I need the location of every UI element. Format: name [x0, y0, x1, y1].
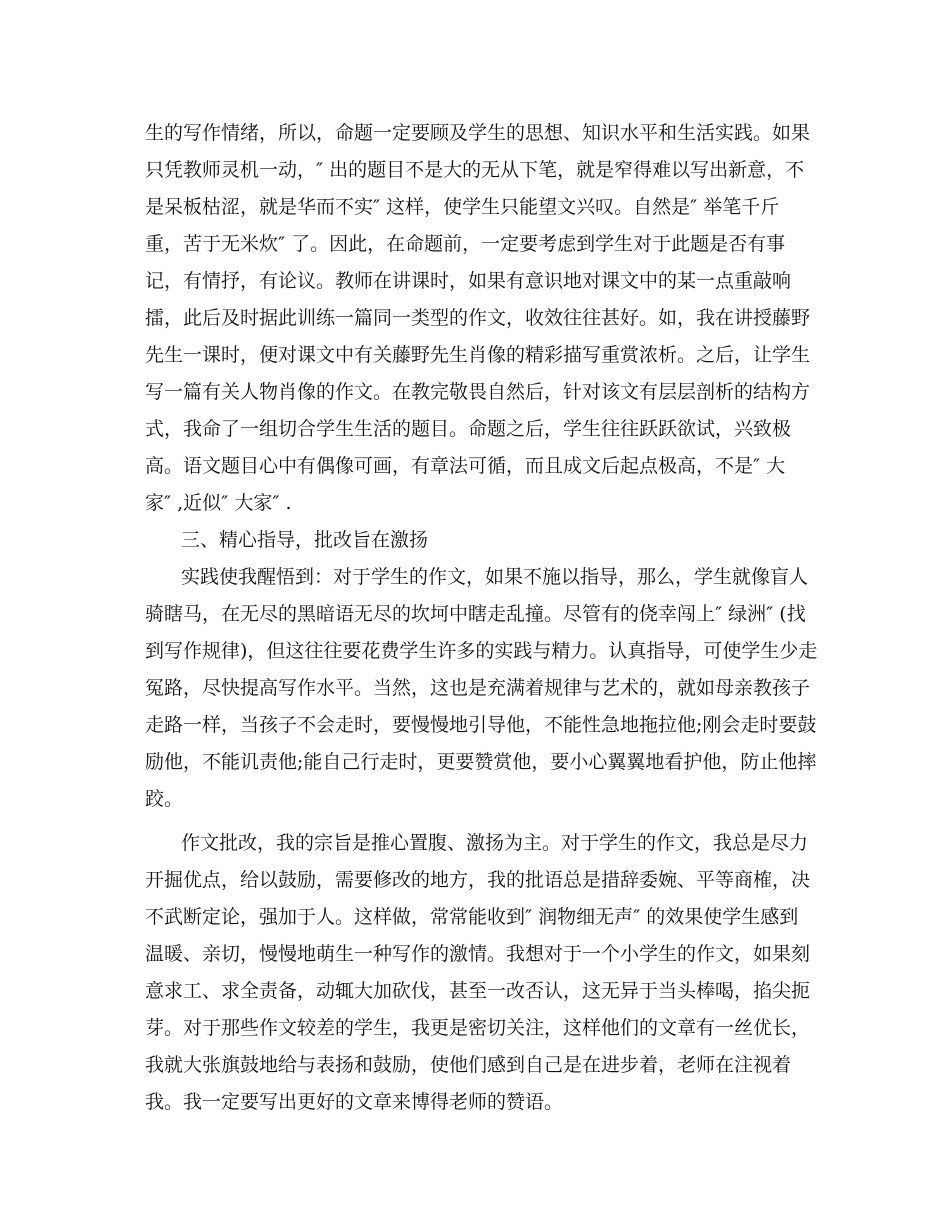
- text-line: 开掘优点，给以鼓励，需要修改的地方，我的批语总是措辞委婉、平等商榷，决: [145, 869, 811, 891]
- section-heading: 三、精心指导，批改旨在激扬: [181, 529, 429, 551]
- text-line: 生的写作情绪，所以，命题一定要顾及学生的思想、知识水平和生活实践。如果: [145, 122, 811, 144]
- text-line: 写一篇有关人物肖像的作文。在教完敬畏自然后，针对该文有层层剖析的结构方: [145, 381, 811, 403]
- text-line: 记，有情抒，有论议。教师在讲课时，如果有意识地对课文中的某一点重敲响: [145, 270, 792, 292]
- text-line: 重，苦于无米炊″ 了。因此，在命题前，一定要考虑到学生对于此题是否有事: [145, 233, 786, 255]
- text-line: 只凭教师灵机一动，″ 出的题目不是大的无从下笔，就是窄得难以写出新意，不: [145, 159, 805, 181]
- text-line: 冤路，尽快提高写作水平。当然，这也是充满着规律与艺术的，就如母亲教孩子: [145, 677, 811, 699]
- text-line: 高。语文题目心中有偶像可画，有章法可循，而且成文后起点极高，不是″ 大: [145, 455, 786, 477]
- text-line: 骑瞎马，在无尽的黑暗语无尽的坎坷中瞎走乱撞。尽管有的侥幸闯上″ 绿洲″ (找: [145, 603, 806, 625]
- text-line: 励他，不能讥责他;能自己行走时，更要赞赏他，要小心翼翼地看护他，防止他摔: [145, 751, 817, 773]
- text-line: 作文批改，我的宗旨是推心置腹、激扬为主。对于学生的作文，我总是尽力: [181, 832, 809, 854]
- text-line: 走路一样，当孩子不会走时，要慢慢地引导他，不能性急地拖拉他;刚会走时要鼓: [145, 714, 817, 736]
- text-line: 是呆板枯涩，就是华而不实″ 这样，使学生只能望文兴叹。自然是″ 举笔千斤: [145, 196, 780, 218]
- text-line: 跤。: [145, 788, 184, 810]
- text-line: 实践使我醒悟到：对于学生的作文，如果不施以指导，那么，学生就像盲人: [181, 566, 809, 588]
- text-line: 到写作规律)，但这往往要花费学生许多的实践与精力。认真指导，可使学生少走: [145, 640, 818, 662]
- text-line: 式，我命了一组切合学生生活的题目。命题之后，学生往往跃跃欲试，兴致极: [145, 418, 792, 440]
- text-line: 温暖、亲切，慢慢地萌生一种写作的激情。我想对于一个小学生的作文，如果刻: [145, 943, 811, 965]
- text-line: 我就大张旗鼓地给与表扬和鼓励，使他们感到自己是在进步着，老师在注视着: [145, 1054, 792, 1076]
- text-line: 意求工、求全责备，动辄大加砍伐，甚至一改否认，这无异于当头棒喝，掐尖扼: [145, 980, 811, 1002]
- text-line: 不武断定论，强加于人。这样做，常常能收到″ 润物细无声″ 的效果使学生感到: [145, 906, 799, 928]
- text-line: 擂，此后及时据此训练一篇同一类型的作文，收效往往甚好。如，我在讲授藤野: [145, 307, 811, 329]
- text-line: 我。我一定要写出更好的文章来博得老师的赞语。: [145, 1091, 564, 1113]
- text-line: 芽。对于那些作文较差的学生，我更是密切关注，这样他们的文章有一丝优长，: [145, 1017, 811, 1039]
- text-line: 家″ ,近似″ 大家″ .: [145, 492, 292, 514]
- text-line: 先生一课时，便对课文中有关藤野先生肖像的精彩描写重赏浓析。之后，让学生: [145, 344, 811, 366]
